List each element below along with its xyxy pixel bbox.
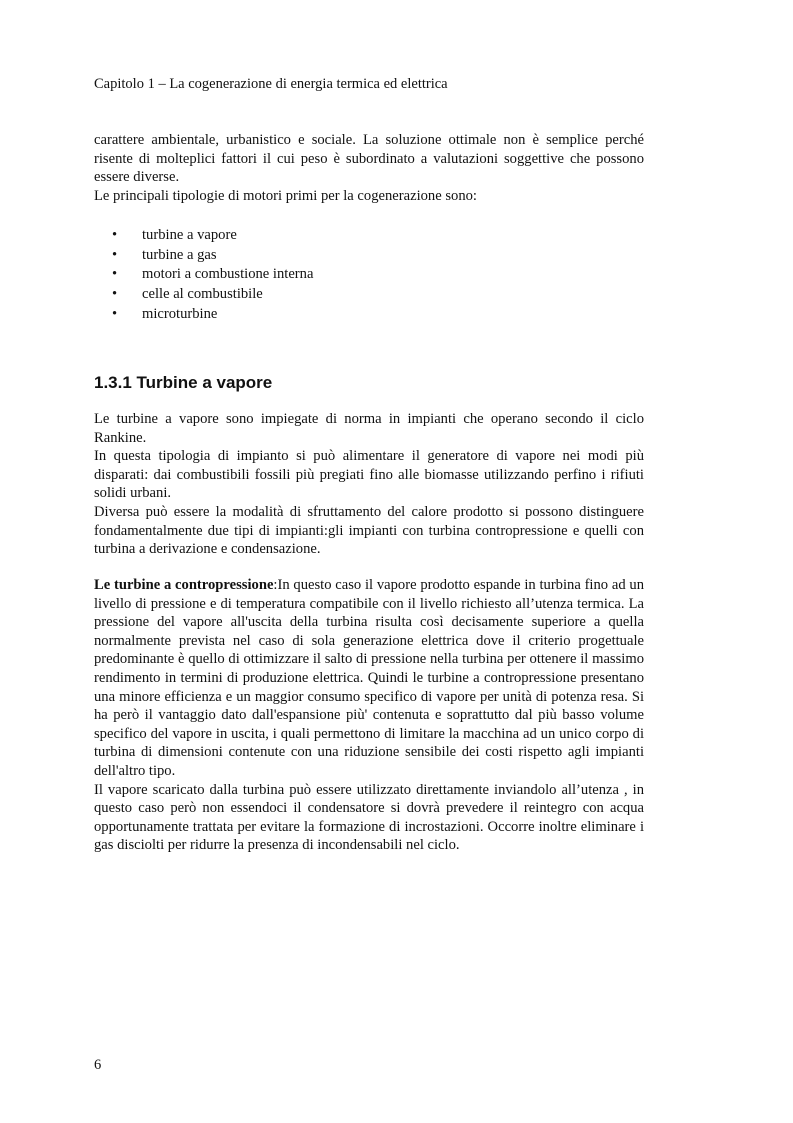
list-item-label: microturbine xyxy=(142,305,218,322)
prime-movers-lead: Le principali tipologie di motori primi per la cogenerazione sono: xyxy=(94,187,477,204)
contropressione-paragraph xyxy=(94,576,644,781)
list-item xyxy=(112,265,313,285)
bullet-icon: • xyxy=(112,246,118,263)
contropressione-text xyxy=(94,576,644,855)
list-item-label: turbine a gas xyxy=(142,246,217,263)
contropressione-body: :In questo caso il vapore prodotto espande in turbina fino ad un livello di pressione e di temperatura compatibile con il livello richiesto all’utenza termica. La pressione del vapore all'uscita della turbina risulta così decisamente superiore a quella normalmente prevista nel caso di sola generazione elettrica dove il criterio progettuale predominante è quello di ottimizzare il salto di pressione nella turbina per ottenere il massimo rendimento in termini di produzione elettrica. Quindi le turbine a contropressione presentano una minore efficienza e un maggior consumo specifico di vapore per unità di potenza resa. Si ha però il vantaggio dato dall'espansione più' contenuta e soprattutto dal più basso volume specifico del vapore in uscita, i quali permettono di limitare la macchina ad un unico corpo di turbina di dimensioni contenute con una riduzione sensibile dei costi rispetto agli impianti dell'altro tipo. xyxy=(94,577,644,779)
bullet-icon: • xyxy=(112,266,118,283)
bullet-icon: • xyxy=(112,305,118,322)
intro-text xyxy=(94,131,644,205)
contropressione-term: Le turbine a contropressione xyxy=(94,577,274,593)
list-item xyxy=(112,305,313,325)
list-item xyxy=(112,226,313,246)
fuels-paragraph: In questa tipologia di impianto si può alimentare il generatore di vapore nei modi più disparati: dai combustibili fossili più pregiati fino alle biomasse utilizzando perfino i rifiuti solidi urbani. xyxy=(94,448,644,502)
list-item-label: turbine a vapore xyxy=(142,227,237,243)
prime-movers-list xyxy=(112,226,313,325)
section-intro-text xyxy=(94,410,644,559)
bullet-icon: • xyxy=(112,286,118,303)
discharge-paragraph: Il vapore scaricato dalla turbina può essere utilizzato direttamente inviandolo all’utenza , in questo caso però non essendoci il condensatore si dovrà prevedere il reintegro con acqua opportunamente trattata per evitare la formazione di incrostazioni. Occorre inoltre eliminare i gas disciolti per ridurre la presenza di incondensabili nel ciclo. xyxy=(94,781,644,854)
plant-types-paragraph: Diversa può essere la modalità di sfruttamento del calore prodotto si possono distinguere fondamentalmente due tipi di impianti:gli impianti con turbina contropressione e quelli con turbina a derivazione e condensazione. xyxy=(94,503,644,558)
list-item xyxy=(112,246,313,266)
list-item-label: celle al combustibile xyxy=(142,286,263,303)
section-heading: 1.3.1 Turbine a vapore xyxy=(94,373,273,392)
running-header: Capitolo 1 – La cogenerazione di energia termica ed elettrica xyxy=(94,76,448,92)
intro-paragraph: carattere ambientale, urbanistico e sociale. La soluzione ottimale non è semplice perché risente di molteplici fattori il cui peso è subordinato a valutazioni soggettive che possono essere diverse. xyxy=(94,132,644,186)
bullet-icon: • xyxy=(112,227,118,243)
list-item-label: motori a combustione interna xyxy=(142,266,314,283)
list-item xyxy=(112,285,313,305)
page-number: 6 xyxy=(94,1057,102,1073)
rankine-paragraph: Le turbine a vapore sono impiegate di norma in impianti che operano secondo il ciclo Rankine. xyxy=(94,411,644,446)
